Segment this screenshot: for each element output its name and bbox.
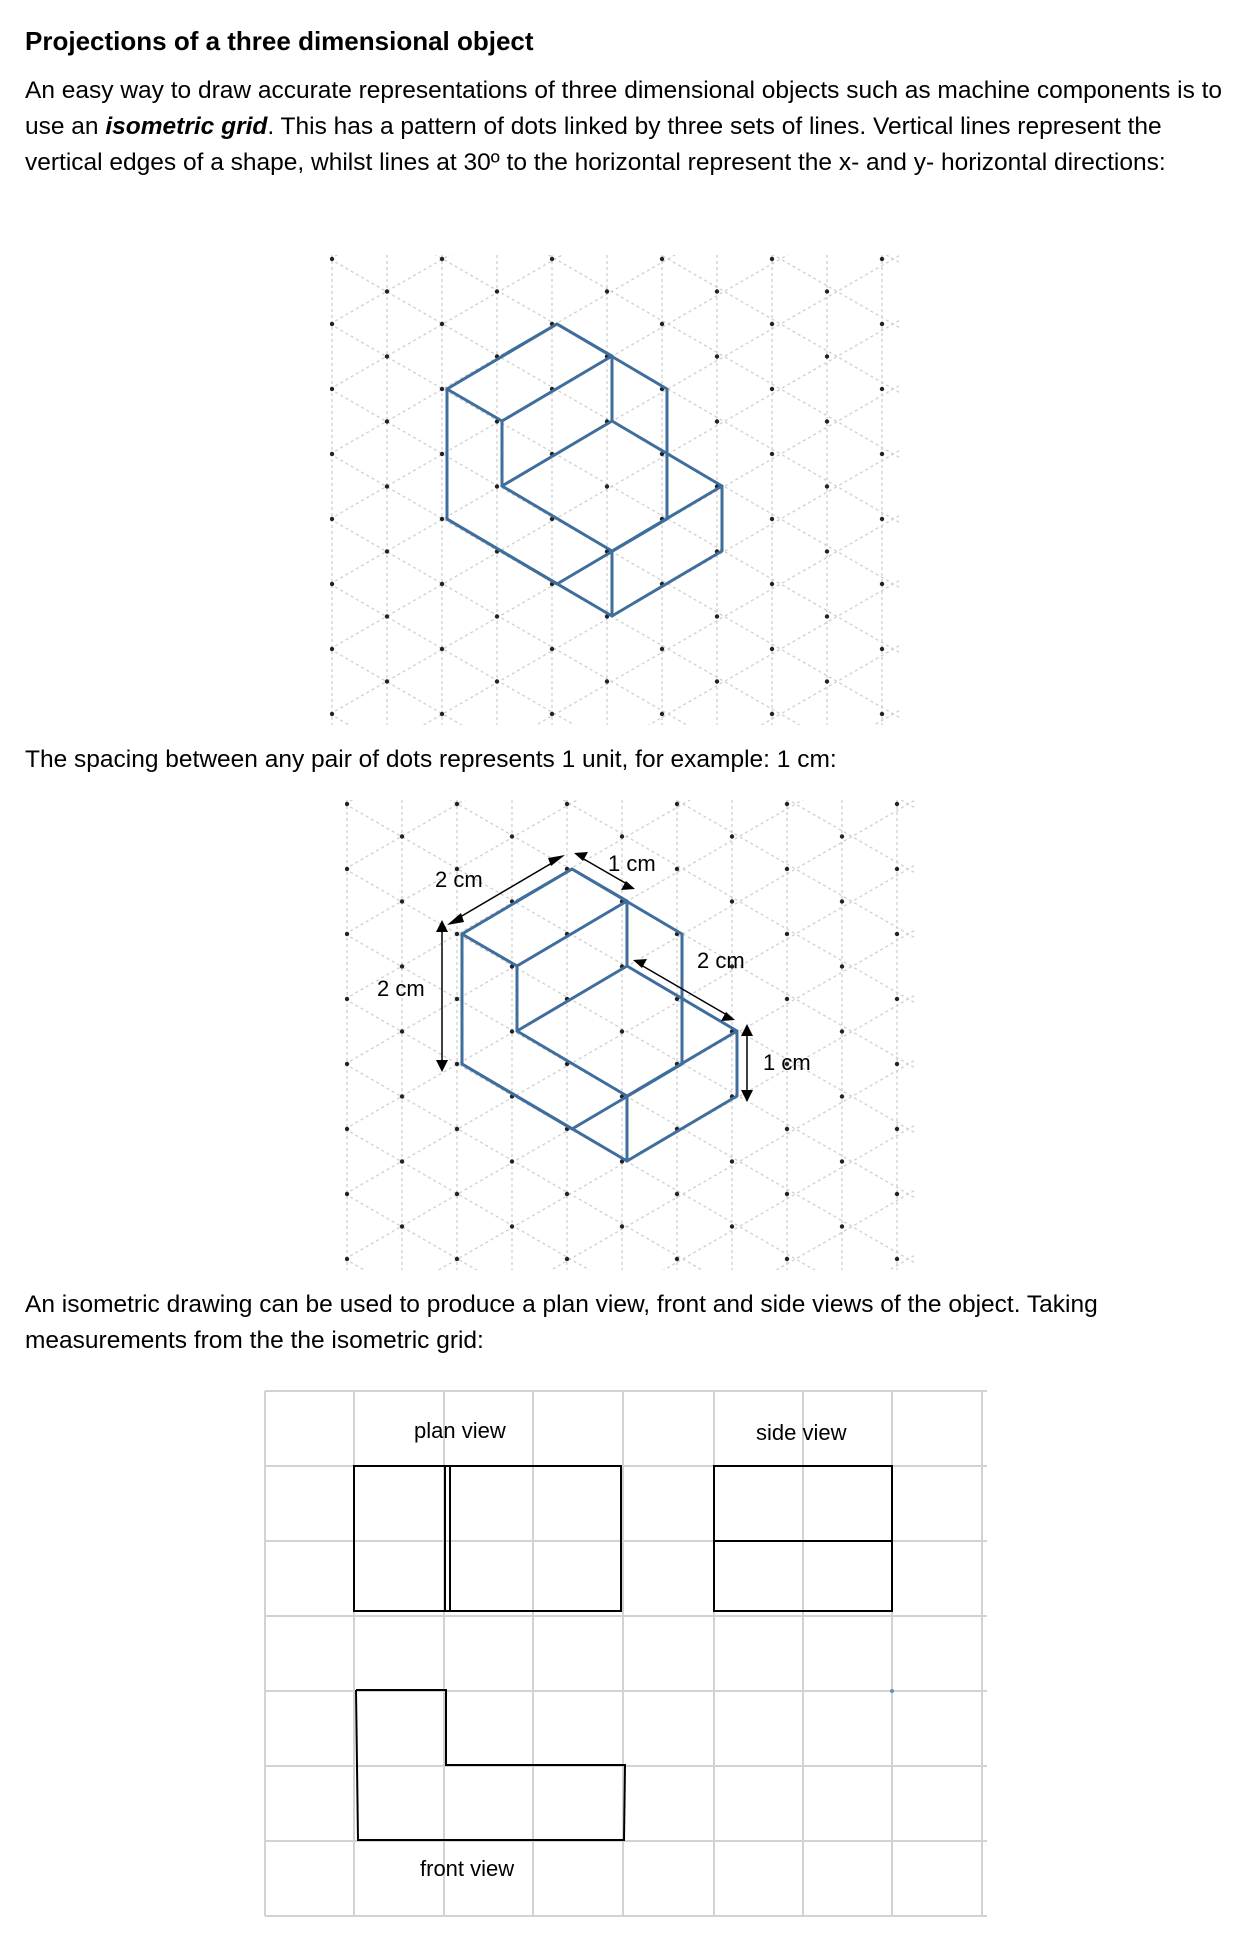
- grid-dot: [895, 932, 899, 936]
- grid-dot: [455, 932, 459, 936]
- grid-dot: [660, 257, 664, 261]
- grid-dot: [345, 1127, 349, 1131]
- grid-dot: [715, 289, 719, 293]
- grid-dot: [785, 997, 789, 1001]
- grid-dot: [440, 647, 444, 651]
- grid-dot: [770, 517, 774, 521]
- grid-dot: [400, 964, 404, 968]
- grid-dot: [675, 1257, 679, 1261]
- grid-dot: [840, 1094, 844, 1098]
- grid-dot: [840, 964, 844, 968]
- grid-dot: [455, 1192, 459, 1196]
- label-top-width: 2 cm: [435, 867, 483, 892]
- grid-dot: [660, 322, 664, 326]
- grid-line-diagonal: [330, 649, 900, 725]
- plan-view-label: plan view: [414, 1418, 506, 1443]
- grid-dot: [730, 899, 734, 903]
- intro-paragraph: [25, 73, 1225, 181]
- grid-dot: [345, 1257, 349, 1261]
- grid-dot: [840, 899, 844, 903]
- grid-dot: [770, 387, 774, 391]
- grid-dot: [605, 679, 609, 683]
- grid-dot: [385, 354, 389, 358]
- grid-dot: [400, 834, 404, 838]
- grid-line-diagonal: [330, 255, 900, 259]
- grid-dot: [880, 647, 884, 651]
- grid-line-diagonal: [345, 865, 915, 1194]
- grid-dot: [440, 452, 444, 456]
- plan-view-drawing: [354, 1466, 621, 1611]
- page-title: Projections of a three dimensional object: [25, 26, 534, 56]
- grid-line-diagonal: [330, 255, 900, 328]
- grid-dot: [510, 1159, 514, 1163]
- grid-dot: [400, 899, 404, 903]
- grid-dot: [565, 1192, 569, 1196]
- label-upper-height: 2 cm: [377, 976, 425, 1001]
- grid-line-diagonal: [330, 714, 900, 725]
- grid-dot: [345, 932, 349, 936]
- grid-dot: [880, 452, 884, 456]
- grid-line-diagonal: [345, 1194, 915, 1270]
- grid-line-diagonal: [345, 1060, 915, 1270]
- grid-line-diagonal: [330, 584, 900, 725]
- isometric-grid: [330, 255, 900, 725]
- grid-dot: [385, 679, 389, 683]
- grid-dot: [440, 712, 444, 716]
- grid-dot: [880, 387, 884, 391]
- grid-line-diagonal: [330, 255, 900, 523]
- grid-line-diagonal: [330, 454, 900, 725]
- grid-line-diagonal: [345, 999, 915, 1270]
- object-step: [447, 356, 612, 421]
- grid-dot: [825, 354, 829, 358]
- grid-dot: [770, 452, 774, 456]
- grid-line-diagonal: [345, 1190, 915, 1270]
- intro-text-start: An easy way to draw accurate representations of three dimensional objects such as machine components is to use an: [25, 77, 1223, 140]
- grid-dot: [440, 387, 444, 391]
- grid-line-diagonal: [345, 800, 915, 1064]
- grid-marker-dot: [890, 1689, 894, 1693]
- grid-dot: [675, 1192, 679, 1196]
- grid-line-diagonal: [345, 800, 915, 804]
- label-lower-height: 1 cm: [763, 1050, 811, 1075]
- grid-line-diagonal: [330, 255, 900, 393]
- grid-line-diagonal: [330, 255, 900, 263]
- grid-dot: [385, 484, 389, 488]
- grid-line-diagonal: [330, 580, 900, 725]
- grid-dot: [400, 1159, 404, 1163]
- grid-line-diagonal: [330, 324, 900, 653]
- grid-dot: [400, 1094, 404, 1098]
- grid-dot: [455, 802, 459, 806]
- grid-line-diagonal: [345, 934, 915, 1263]
- grid-dot: [345, 997, 349, 1001]
- grid-line-diagonal: [330, 255, 900, 519]
- projections-figure: [262, 1383, 992, 1918]
- grid-line-diagonal: [345, 800, 915, 808]
- grid-dot: [455, 1257, 459, 1261]
- dim-object-step: [462, 901, 627, 966]
- grid-dot: [770, 322, 774, 326]
- grid-dot: [345, 1192, 349, 1196]
- isometric-figure: [330, 255, 900, 725]
- grid-dot: [620, 834, 624, 838]
- grid-dot: [440, 517, 444, 521]
- dim-arrow-lower-height: [741, 1024, 753, 1102]
- grid-dot: [660, 712, 664, 716]
- grid-dot: [565, 1257, 569, 1261]
- grid-dot: [345, 1062, 349, 1066]
- grid-dot: [770, 257, 774, 261]
- grid-dot: [880, 322, 884, 326]
- grid-dot: [495, 289, 499, 293]
- grid-dot: [770, 712, 774, 716]
- side-view-label: side view: [756, 1420, 847, 1445]
- grid-line-diagonal: [330, 450, 900, 725]
- grid-dot: [715, 679, 719, 683]
- spacing-paragraph: The spacing between any pair of dots represents 1 unit, for example: 1 cm:: [25, 746, 837, 773]
- grid-line-diagonal: [330, 255, 900, 324]
- grid-dot: [385, 419, 389, 423]
- grid-dot: [440, 582, 444, 586]
- grid-dot: [895, 1127, 899, 1131]
- grid-dot: [840, 1159, 844, 1163]
- grid-dot: [345, 802, 349, 806]
- grid-dot: [605, 289, 609, 293]
- grid-dot: [785, 1257, 789, 1261]
- grid-dot: [785, 1127, 789, 1131]
- grid-dot: [385, 614, 389, 618]
- grid-dot: [330, 517, 334, 521]
- grid-dot: [660, 647, 664, 651]
- grid-line-diagonal: [345, 1259, 915, 1270]
- grid-dot: [880, 517, 884, 521]
- grid-line-diagonal: [345, 1129, 915, 1270]
- grid-dot: [715, 614, 719, 618]
- grid-dot: [455, 1127, 459, 1131]
- label-lower-depth: 2 cm: [697, 948, 745, 973]
- grid-dot: [400, 1029, 404, 1033]
- grid-dot: [895, 1062, 899, 1066]
- grid-dot: [895, 1192, 899, 1196]
- grid-line-diagonal: [330, 515, 900, 725]
- grid-dot: [330, 452, 334, 456]
- grid-line-diagonal: [345, 1125, 915, 1270]
- grid-dot: [895, 1257, 899, 1261]
- grid-dot: [510, 1224, 514, 1228]
- grid-dot: [565, 802, 569, 806]
- grid-dot: [400, 1224, 404, 1228]
- grid-line-diagonal: [330, 255, 900, 584]
- grid-dot: [550, 257, 554, 261]
- grid-dot: [785, 867, 789, 871]
- grid-dot: [440, 322, 444, 326]
- grid-line-diagonal: [345, 1255, 915, 1270]
- square-grid: [265, 1391, 987, 1916]
- grid-dot: [495, 679, 499, 683]
- grid-dot: [385, 289, 389, 293]
- intro-text-end: . This has a pattern of dots linked by three sets of lines. Vertical lines represent the vertical edges of a shape, whilst lines at 30º to the horizontal represent the x- and y- horizontal directions:: [25, 113, 1166, 176]
- grid-dot: [840, 1224, 844, 1228]
- grid-dot: [455, 1062, 459, 1066]
- grid-dot: [895, 997, 899, 1001]
- grid-dot: [880, 257, 884, 261]
- dimensioned-figure: [345, 800, 915, 1270]
- grid-line-diagonal: [330, 710, 900, 725]
- grid-line-diagonal: [345, 800, 915, 1068]
- grid-dot: [675, 867, 679, 871]
- label-top-depth: 1 cm: [608, 851, 656, 876]
- grid-dot: [440, 257, 444, 261]
- grid-line-diagonal: [330, 320, 900, 649]
- grid-line-diagonal: [345, 800, 915, 1129]
- grid-dot: [840, 1029, 844, 1033]
- grid-dot: [330, 712, 334, 716]
- grid-dot: [770, 582, 774, 586]
- grid-dot: [715, 419, 719, 423]
- grid-dot: [385, 549, 389, 553]
- isometric-grid-term: isometric grid: [105, 113, 268, 140]
- grid-line-diagonal: [330, 645, 900, 725]
- grid-dot: [330, 647, 334, 651]
- grid-dot: [785, 1192, 789, 1196]
- grid-dot: [510, 1029, 514, 1033]
- grid-line-diagonal: [330, 255, 900, 458]
- grid-dot: [675, 802, 679, 806]
- grid-dot: [825, 419, 829, 423]
- grid-dot: [825, 549, 829, 553]
- grid-dot: [785, 932, 789, 936]
- grid-dot: [730, 1224, 734, 1228]
- grid-dot: [730, 834, 734, 838]
- grid-dot: [345, 867, 349, 871]
- views-paragraph: An isometric drawing can be used to produce a plan view, front and side views of the object. Taking measurements from the the isometric grid:: [25, 1291, 1098, 1354]
- grid-dot: [605, 484, 609, 488]
- grid-dot: [495, 614, 499, 618]
- grid-dot: [770, 647, 774, 651]
- grid-dot: [880, 582, 884, 586]
- grid-line-diagonal: [345, 869, 915, 1198]
- grid-dot: [620, 1029, 624, 1033]
- grid-dot: [895, 867, 899, 871]
- grid-dot: [455, 997, 459, 1001]
- grid-dot: [840, 834, 844, 838]
- grid-dot: [825, 614, 829, 618]
- grid-dot: [715, 354, 719, 358]
- grid-dot: [730, 1159, 734, 1163]
- grid-dot: [330, 257, 334, 261]
- grid-dot: [330, 387, 334, 391]
- grid-dot: [825, 679, 829, 683]
- grid-dot: [550, 647, 554, 651]
- grid-line-diagonal: [345, 995, 915, 1270]
- grid-dot: [895, 802, 899, 806]
- grid-dot: [330, 322, 334, 326]
- grid-line-diagonal: [345, 800, 915, 1003]
- grid-dot: [550, 712, 554, 716]
- grid-dot: [510, 834, 514, 838]
- grid-dot: [880, 712, 884, 716]
- dim-arrow-upper-height: [436, 920, 448, 1072]
- grid-dot: [825, 484, 829, 488]
- grid-dot: [495, 484, 499, 488]
- grid-line-diagonal: [330, 389, 900, 718]
- grid-dot: [620, 1224, 624, 1228]
- grid-dot: [825, 289, 829, 293]
- front-view-label: front view: [420, 1856, 515, 1881]
- grid-dot: [330, 582, 334, 586]
- grid-dot: [785, 802, 789, 806]
